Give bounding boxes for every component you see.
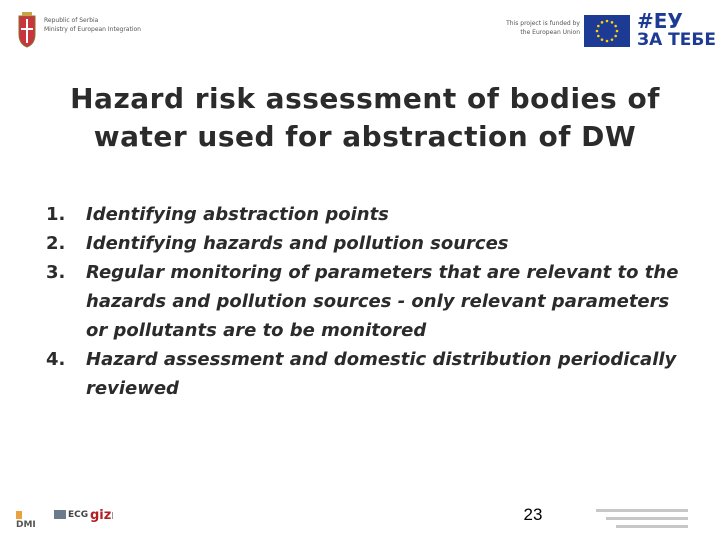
eu-star-icon — [597, 35, 600, 38]
eu-funding-note: This project is funded by the European Union — [506, 20, 580, 36]
eu-star-icon — [601, 21, 604, 24]
list-item-number: 1. — [46, 204, 66, 225]
address-text-lines — [596, 508, 696, 532]
eu-star-icon — [614, 25, 617, 28]
eu-star-icon — [616, 30, 619, 33]
dmi-mark-icon — [16, 511, 22, 519]
eu-star-icon — [614, 35, 617, 38]
list-item-text: Identifying hazards and pollution sources — [86, 233, 509, 254]
dmi-logo: DMI — [16, 510, 36, 530]
list-item — [46, 200, 686, 229]
ecg-mark-icon — [54, 510, 66, 519]
eu-star-icon — [606, 20, 609, 23]
footer-address — [596, 508, 706, 535]
ecg-logo: ECG — [54, 510, 88, 520]
eu-star-icon — [597, 25, 600, 28]
list-item — [46, 229, 686, 258]
eu-star-icon — [611, 38, 614, 41]
serbia-coat-of-arms-icon — [16, 12, 38, 48]
list-item-text: Hazard assessment and domestic distribution periodically reviewed — [86, 349, 677, 399]
numbered-list — [46, 200, 686, 403]
list-item — [46, 258, 686, 345]
giz-logo: giz — [90, 508, 112, 523]
giz-subtitle-divider — [112, 512, 137, 519]
eu-star-icon — [611, 21, 614, 24]
list-item-number: 2. — [46, 233, 66, 254]
list-item — [46, 345, 686, 403]
title-line: water used for abstraction of DW — [93, 120, 637, 153]
eu-star-icon — [596, 30, 599, 33]
slide-title — [30, 80, 700, 156]
eu-flag-icon — [584, 15, 630, 47]
page-number: 23 — [523, 505, 543, 524]
list-item-text: Regular monitoring of parameters that are relevant to the hazards and pollution sources - only relevant parameters or pollutants are to be monitored — [86, 262, 679, 341]
ministry-label: Republic of Serbia Ministry of European Integration — [44, 17, 141, 33]
list-item-number: 4. — [46, 349, 66, 370]
list-item-number: 3. — [46, 262, 66, 283]
slide-header — [0, 0, 720, 70]
list-item-text: Identifying abstraction points — [86, 204, 389, 225]
eu-star-icon — [606, 40, 609, 43]
eu-za-tebe-logo: #ЕУ ЗА ТЕБЕ — [637, 9, 716, 50]
title-line: Hazard risk assessment of bodies of — [70, 82, 660, 115]
eu-star-icon — [601, 38, 604, 41]
